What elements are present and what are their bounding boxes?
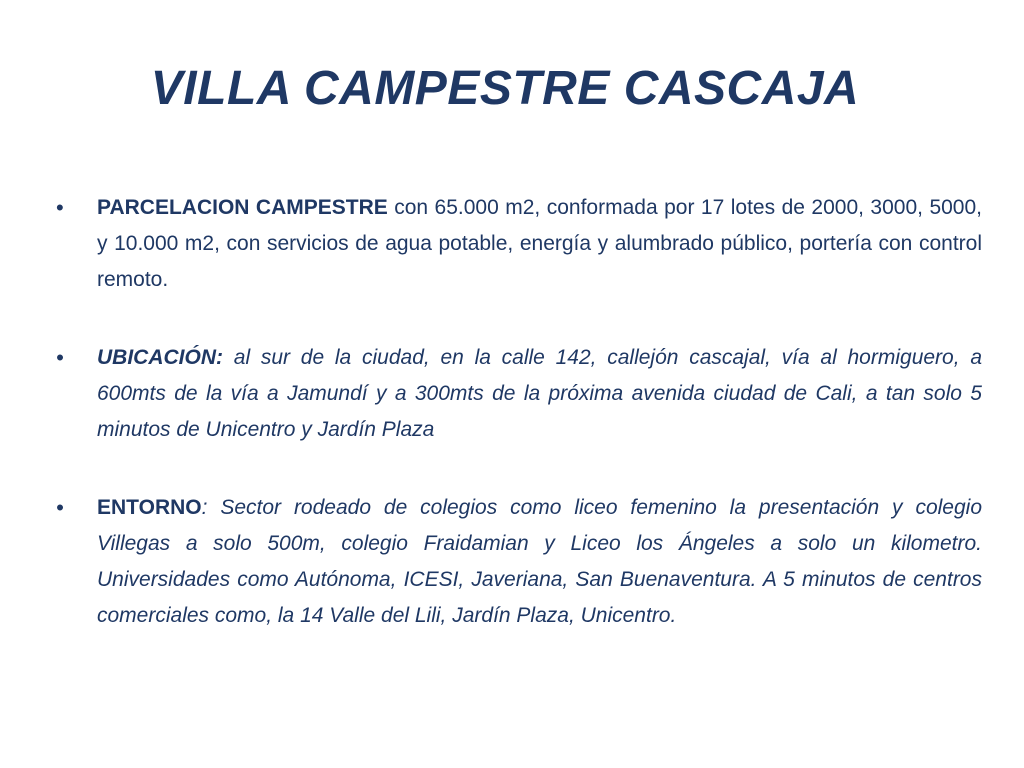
bullet-text: Sector rodeado de colegios como liceo femenino la presentación y colegio Villegas a solo 500m, colegio Fraidamian y Liceo los Ángeles a solo un kilometro. Universidades como Autónoma, ICESI, Javeriana, San Buenaventura. A 5 minutos de centros comerciales como, la 14 Valle del Lili, Jardín Plaza, Unicentro. [97,496,982,627]
bullet-text: con 65.000 m2, conformada por 17 lotes de 2000, 3000, 5000, y 10.000 m2, con servicios de agua potable, energía y alumbrado público, portería con control remoto. [97,196,982,291]
bullet-item-parcelacion [56,190,982,298]
bullet-lead: UBICACIÓN: [97,346,223,369]
bullet-item-ubicacion [56,340,982,448]
bullet-dot-icon: • [56,345,64,370]
slide-title: VILLA CAMPESTRE CASCAJA [150,62,860,115]
bullet-list [56,190,982,676]
bullet-separator [223,346,234,369]
bullet-lead: PARCELACION CAMPESTRE [97,196,388,219]
bullet-separator: : [201,496,221,519]
bullet-lead: ENTORNO [97,496,202,519]
bullet-text: al sur de la ciudad, en la calle 142, callejón cascajal, vía al hormiguero, a 600mts de la vía a Jamundí y a 300mts de la próxima avenida ciudad de Cali, a tan solo 5 minutos de Unicentro y Jardín Plaza [97,346,982,441]
bullet-dot-icon: • [56,195,64,220]
bullet-item-entorno [56,490,982,634]
bullet-dot-icon: • [56,495,64,520]
